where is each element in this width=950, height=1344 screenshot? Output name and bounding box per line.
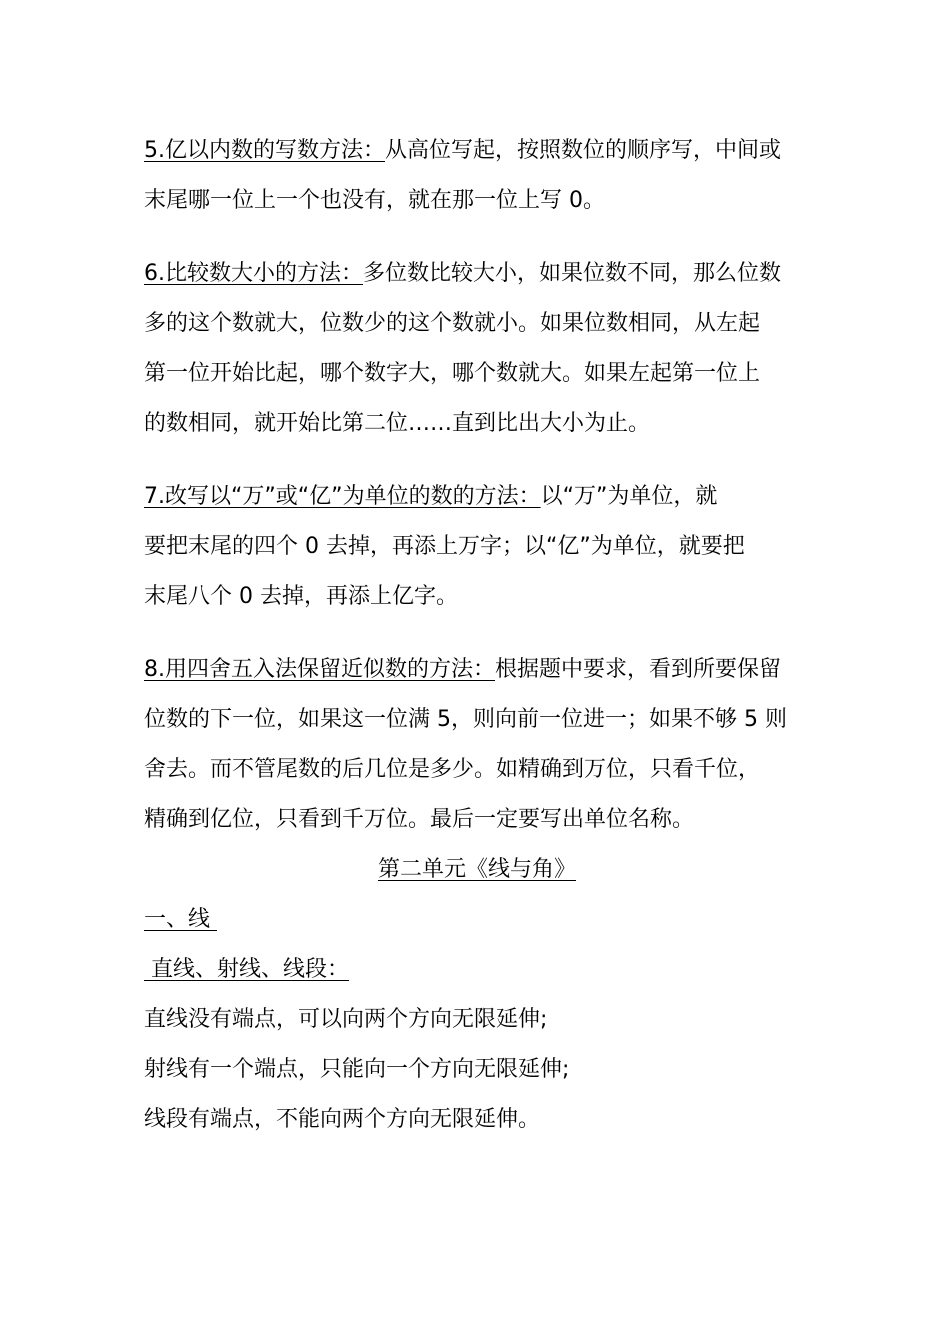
- section-6-line-3: 第一位开始比起，哪个数字大，哪个数就大。如果左起第一位上: [144, 361, 761, 386]
- section-6-line-1: [144, 249, 810, 299]
- unit-2-subheading-1: 一、线: [144, 907, 211, 932]
- section-6: [144, 249, 810, 449]
- section-8-line-3: 舍去。而不管尾数的后几位是多少。如精确到万位，只看千位，: [144, 757, 761, 782]
- unit-2-title-row: [144, 845, 810, 895]
- section-5-text: 从高位写起，按照数位的顺序写，中间或: [385, 138, 782, 163]
- section-8-line-1: [144, 645, 810, 695]
- section-8-text: 根据题中要求，看到所要保留: [495, 657, 782, 682]
- section-8-line-4: 精确到亿位，只看到千万位。最后一定要写出单位名称。: [144, 807, 695, 832]
- unit-2-subheading-2: 直线、射线、线段：: [151, 957, 350, 982]
- section-7-text: 以“万”为单位，就: [540, 484, 718, 509]
- section-6-line-4: 的数相同，就开始比第二位……直到比出大小为止。: [144, 411, 651, 436]
- section-5: [144, 126, 810, 226]
- line-definition-segment: 线段有端点，不能向两个方向无限延伸。: [144, 1107, 541, 1132]
- section-7-heading: 7.改写以“万”或“亿”为单位的数的方法：: [144, 484, 541, 509]
- section-5-heading: 5.亿以内数的写数方法：: [144, 138, 385, 163]
- section-8-line-2: 位数的下一位，如果这一位满 5，则向前一位进一；如果不够 5 则: [144, 707, 787, 732]
- unit-2-title: 第二单元《线与角》: [377, 857, 576, 882]
- document-content: [144, 126, 810, 1145]
- line-definition-ray: 射线有一个端点，只能向一个方向无限延伸;: [144, 1057, 570, 1082]
- section-7-line-2: 要把末尾的四个 0 去掉，再添上万字；以“亿”为单位，就要把: [144, 534, 745, 559]
- section-7-line-1: [144, 472, 810, 522]
- section-8: [144, 645, 810, 845]
- section-7: [144, 472, 810, 622]
- underline-spacer: [144, 957, 151, 982]
- unit-2-subheading-1-row: [144, 895, 810, 945]
- section-7-line-3: 末尾八个 0 去掉，再添上亿字。: [144, 584, 458, 609]
- section-5-line-2: 末尾哪一位上一个也没有，就在那一位上写 0。: [144, 188, 605, 213]
- section-6-line-2: 多的这个数就大，位数少的这个数就小。如果位数相同，从左起: [144, 311, 761, 336]
- section-6-text: 多位数比较大小，如果位数不同，那么位数: [363, 261, 782, 286]
- line-definition-straight: 直线没有端点，可以向两个方向无限延伸;: [144, 1007, 548, 1032]
- section-6-heading: 6.比较数大小的方法：: [144, 261, 363, 286]
- section-5-line-1: [144, 126, 810, 176]
- section-8-heading: 8.用四舍五入法保留近似数的方法：: [144, 657, 495, 682]
- underline-spacer: [210, 907, 217, 932]
- unit-2-subheading-2-row: [144, 945, 810, 995]
